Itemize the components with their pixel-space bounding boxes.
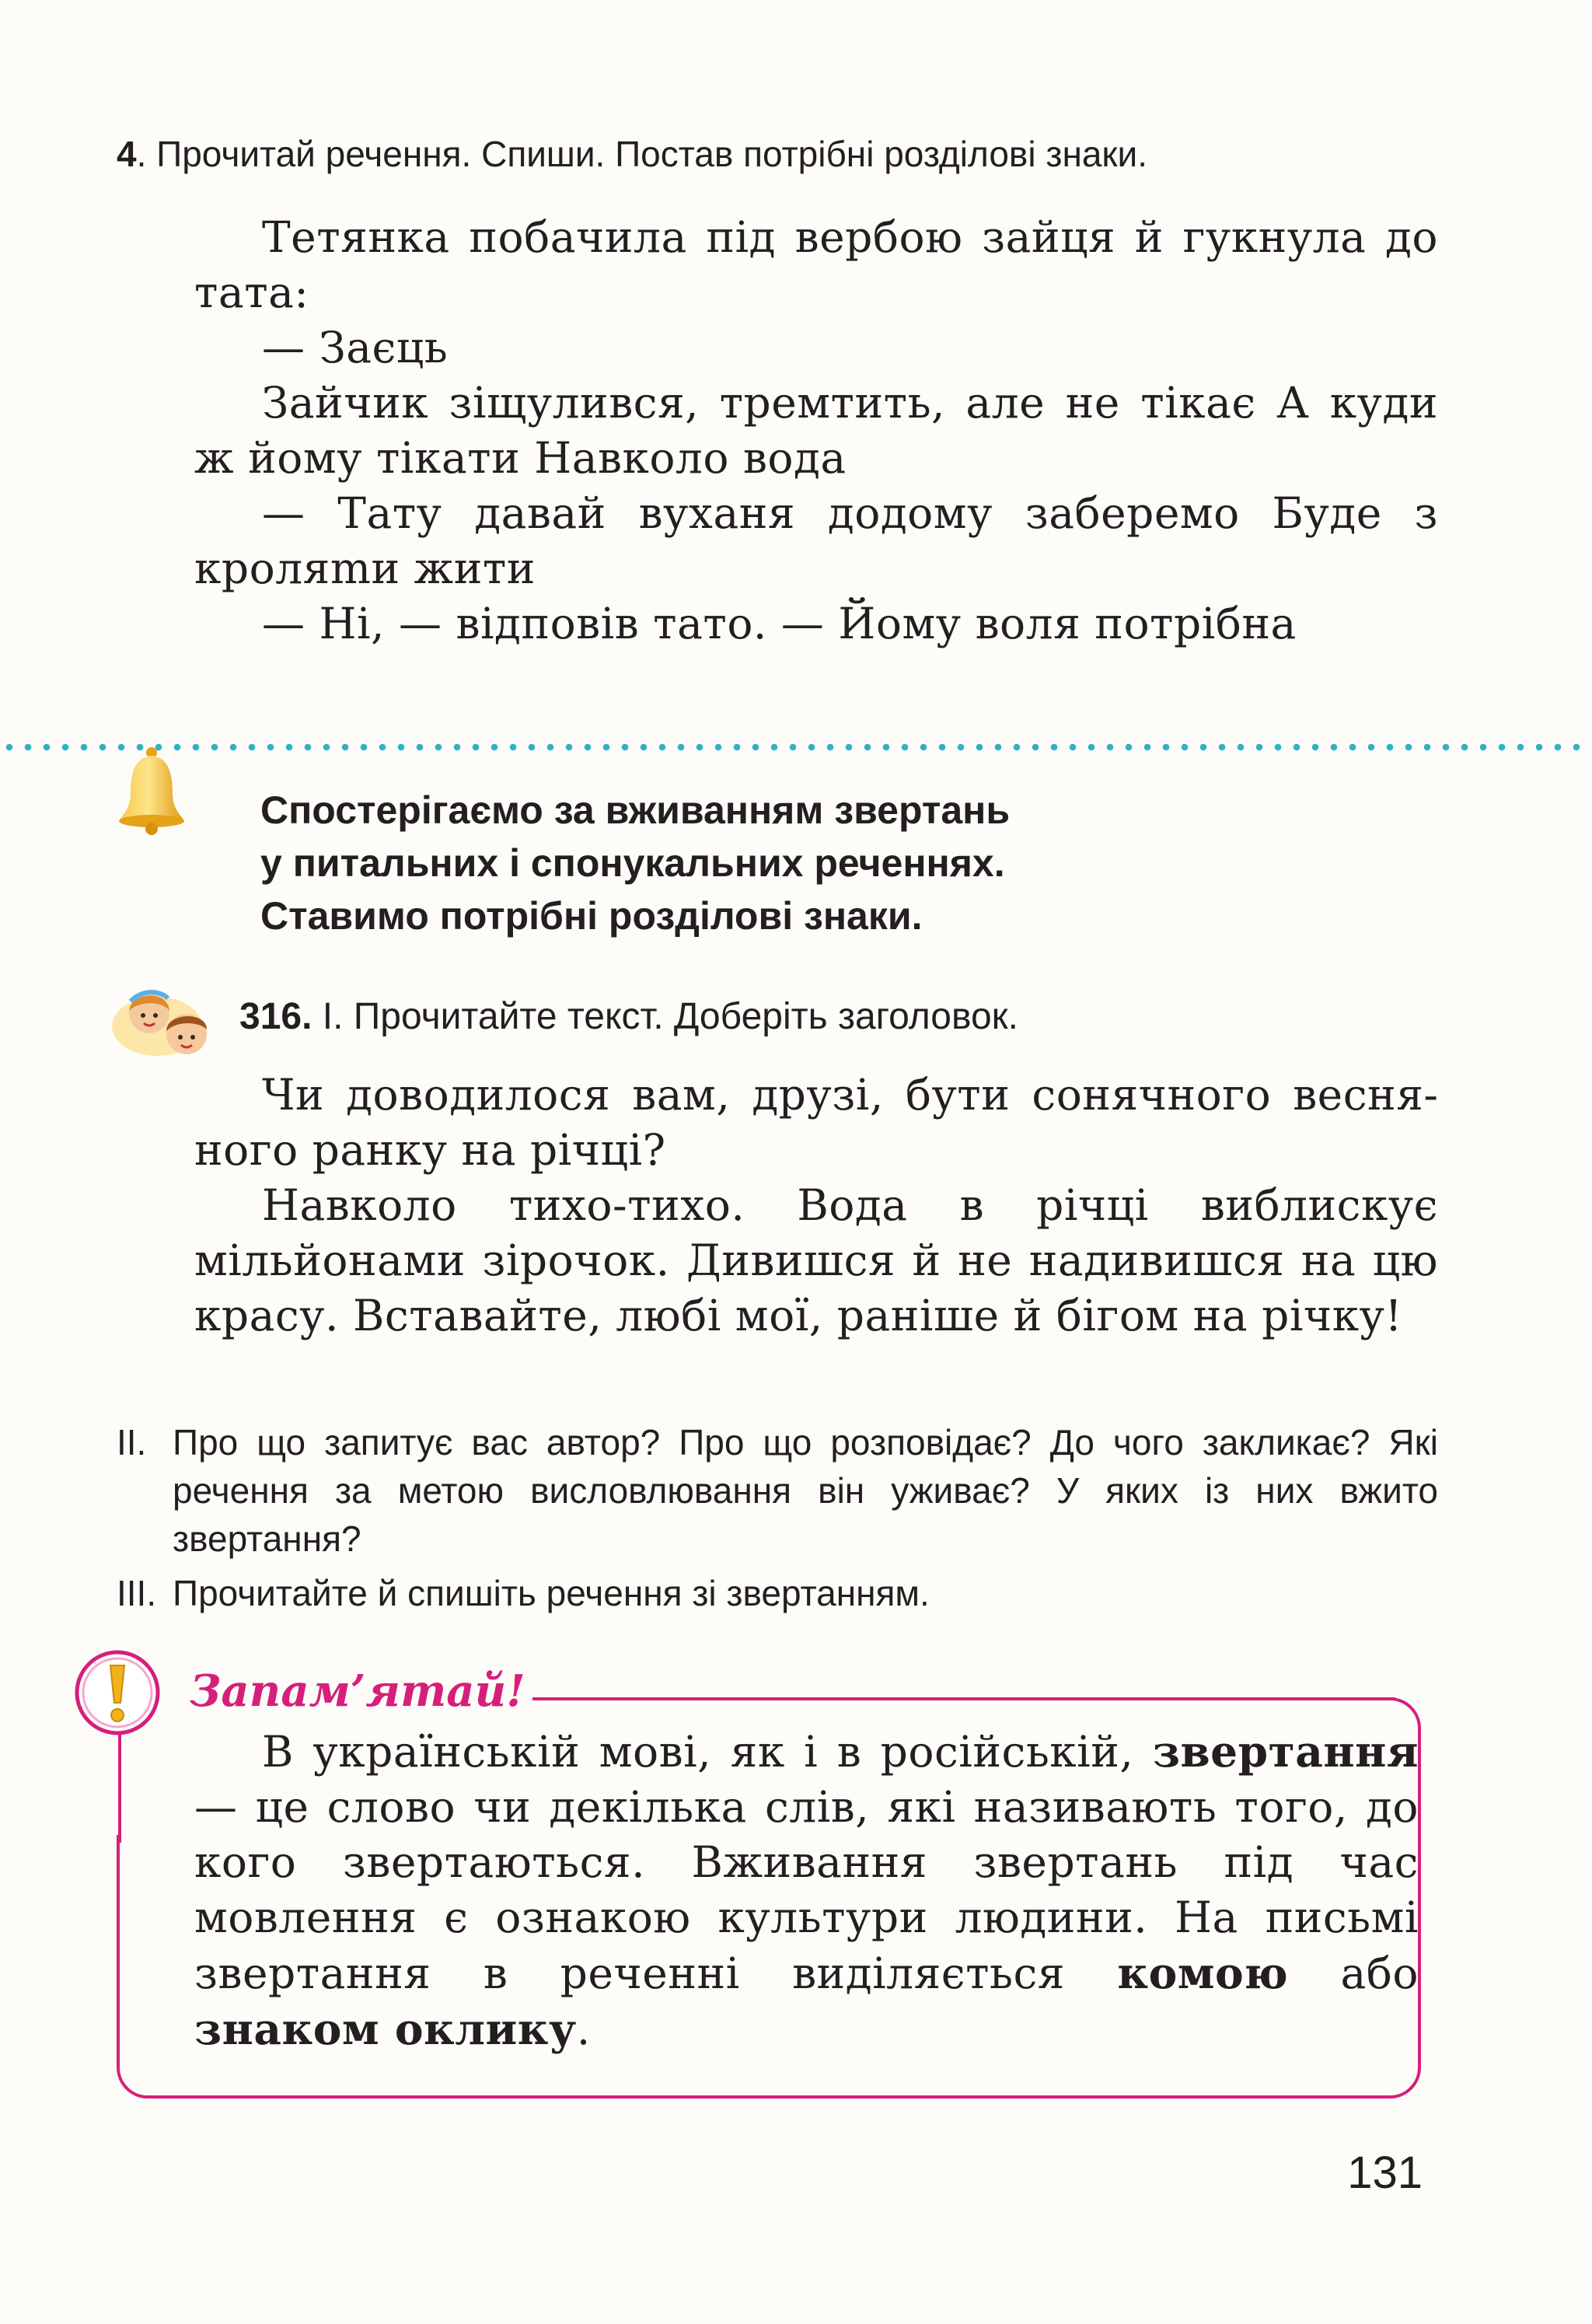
page-number: 131 <box>1347 2148 1423 2198</box>
task-4-instruction: . Прочитай речення. Спиши. Постав потрібні розділові знаки. <box>136 134 1148 174</box>
rule-text: або <box>1288 1948 1419 1998</box>
text-paragraph: Навколо тихо-тихо. Вода в річці виблискує мільйонами зірочок. Дивишся й не надивишся на цю красу. Вставайте, любі мої, раніше й бігом на річку! <box>194 1180 1438 1340</box>
remember-title: Запам’ятай! <box>190 1665 525 1717</box>
exercise-316-instruction: I. Прочитайте текст. Доберіть заголовок. <box>312 996 1018 1037</box>
text-paragraph: Чи доводилося вам, друзі, бути сонячного весняного ранку на річці? <box>194 1070 1438 1175</box>
rule-text: . <box>576 2004 591 2054</box>
question-text: Про що запитує вас автор? Про що розповідає? До чого закликає? Які речення за метою висловлювання він уживає? У яких із них вжито звертання? <box>173 1422 1438 1559</box>
question-number: III. <box>117 1573 157 1613</box>
dotted-divider <box>0 743 1592 751</box>
task-4-line: — Ні, — відповів тато. — Йому воля потрібна <box>262 599 1297 648</box>
task-4-number: 4 <box>117 134 137 174</box>
exercise-316-questions <box>117 1418 1438 1623</box>
exclamation-icon <box>72 1647 163 1739</box>
task-4-line: — Заєць <box>262 323 449 372</box>
children-icon <box>109 978 225 1064</box>
question-item <box>117 1569 1438 1617</box>
rule-text: В українській мові, як і в російській, <box>262 1727 1153 1777</box>
objective-line: у питальних і спонукальних реченнях. <box>260 841 1005 885</box>
rule-text: — це слово чи декілька слів, які називають того, до кого звертаються. Вживання звертань під час мовлення є ознакою культури людини. На письмі звертання в реченні виділяється <box>194 1782 1419 1998</box>
objective-line: Спостерігаємо за вживанням звертань <box>260 788 1011 832</box>
remember-box-connector <box>115 1734 124 1843</box>
rule-term: звертання <box>1152 1726 1419 1777</box>
exercise-316-text <box>194 1068 1438 1344</box>
rule-paragraph <box>194 1724 1419 2057</box>
task-4-line: — Тату давай вуханя додому заберемо Буде з кроляmи жити <box>194 488 1438 593</box>
exercise-316-heading <box>239 992 1483 1042</box>
exercise-316-number: 316. <box>239 996 312 1037</box>
lesson-objective <box>260 784 1504 942</box>
remember-box-top-line <box>532 1695 1395 1703</box>
task-4-text <box>194 210 1438 652</box>
task-4-line: Зайчик зіщулився, тремтить, але не тікає А куди ж йому тікати Навколо вода <box>194 378 1438 483</box>
rule-term: комою <box>1117 1948 1289 1998</box>
question-number: II. <box>117 1422 147 1463</box>
remember-text <box>194 1724 1419 2057</box>
question-item <box>117 1418 1438 1563</box>
objective-line: Ставимо потрібні розділові знаки. <box>260 894 923 938</box>
rule-term: знаком оклику <box>194 2004 577 2054</box>
bell-icon <box>117 745 187 837</box>
task-4-line: Тетянка побачила під вербою зайця й гукнула до тата: <box>194 212 1438 317</box>
task-4-heading <box>117 131 1438 177</box>
question-text: Прочитайте й спишіть речення зі звертанням. <box>173 1573 930 1613</box>
